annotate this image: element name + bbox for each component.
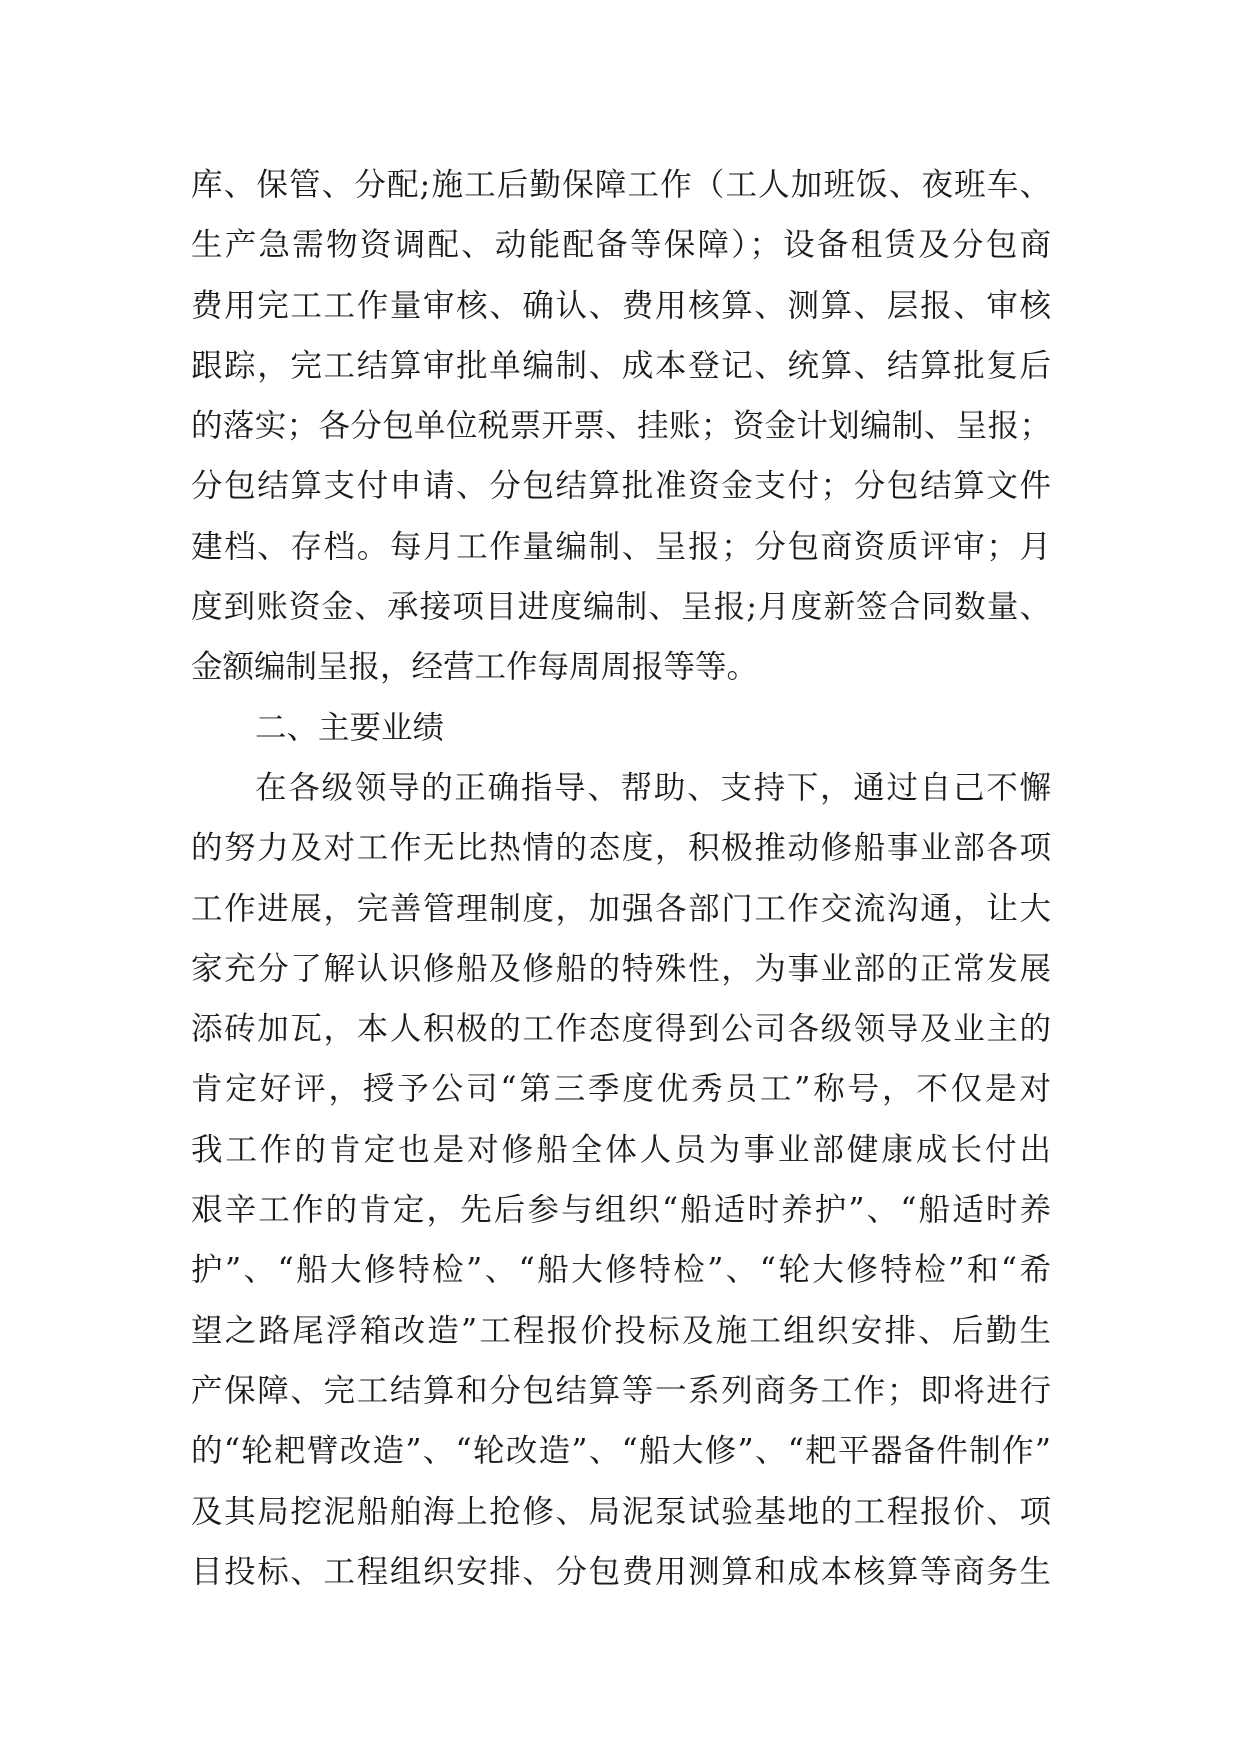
text-line: 度到账资金、承接项目进度编制、呈报;月度新签合同数量、	[191, 589, 1051, 626]
text-line: 护”、“船大修特检”、“船大修特检”、“轮大修特检”和“希	[191, 1252, 1051, 1289]
text-line: 的落实；各分包单位税票开票、挂账；资金计划编制、呈报；	[191, 408, 1051, 445]
text-line: 金额编制呈报，经营工作每周周报等等。	[191, 649, 759, 686]
text-line: 库、保管、分配;施工后勤保障工作（工人加班饭、夜班车、	[191, 167, 1051, 203]
text-line: 望之路尾浮箱改造”工程报价投标及施工组织安排、后勤生	[191, 1312, 1051, 1349]
text-line: 产保障、完工结算和分包结算等一系列商务工作；即将进行	[191, 1372, 1051, 1409]
text-line: 肯定好评，授予公司“第三季度优秀员工”称号，不仅是对	[191, 1071, 1051, 1108]
body-text	[191, 155, 1051, 1602]
text-line: 费用完工工作量审核、确认、费用核算、测算、层报、审核	[191, 287, 1051, 324]
text-line: 及其局挖泥船舶海上抢修、局泥泵试验基地的工程报价、项	[191, 1493, 1051, 1530]
text-line: 艰辛工作的肯定，先后参与组织“船适时养护”、“船适时养	[191, 1192, 1051, 1229]
text-line: 目投标、工程组织安排、分包费用测算和成本核算等商务生	[191, 1553, 1051, 1590]
section-heading: 二、主要业绩	[255, 709, 445, 746]
text-line: 生产急需物资调配、动能配备等保障）；设备租赁及分包商	[191, 227, 1051, 264]
text-line: 跟踪，完工结算审批单编制、成本登记、统算、结算批复后	[191, 347, 1051, 384]
text-line: 家充分了解认识修船及修船的特殊性，为事业部的正常发展	[191, 950, 1051, 987]
text-line: 在各级领导的正确指导、帮助、支持下，通过自己不懈	[255, 769, 1051, 806]
text-line: 添砖加瓦，本人积极的工作态度得到公司各级领导及业主的	[191, 1011, 1051, 1048]
text-line: 工作进展，完善管理制度，加强各部门工作交流沟通，让大	[191, 890, 1051, 927]
text-line: 我工作的肯定也是对修船全体人员为事业部健康成长付出	[191, 1131, 1051, 1168]
text-line: 的努力及对工作无比热情的态度，积极推动修船事业部各项	[191, 830, 1051, 867]
text-line: 建档、存档。每月工作量编制、呈报；分包商资质评审；月	[191, 528, 1051, 565]
text-line: 的“轮耙臂改造”、“轮改造”、“船大修”、“耙平器备件制作”	[191, 1433, 1051, 1470]
text-line: 分包结算支付申请、分包结算批准资金支付；分包结算文件	[191, 468, 1051, 505]
